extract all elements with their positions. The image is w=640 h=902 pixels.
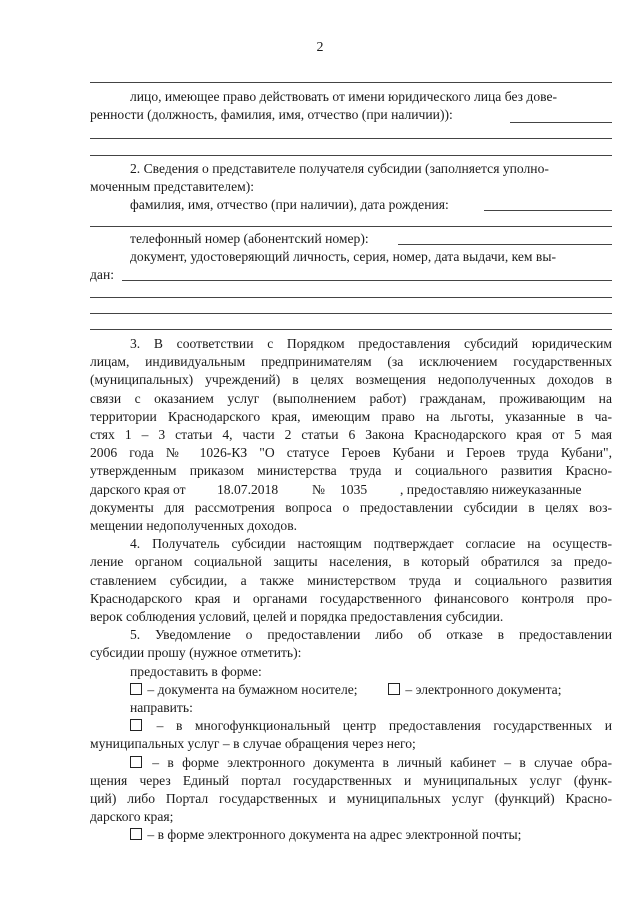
order-date: 18.07.2018 bbox=[217, 481, 279, 497]
representative-name-field[interactable] bbox=[484, 210, 612, 211]
s5-provide-label: предоставить в форме: bbox=[130, 663, 262, 679]
blank-line[interactable] bbox=[90, 82, 612, 83]
option-electronic[interactable] bbox=[388, 681, 561, 699]
s2-line1: 2. Сведения о представителе получателя субсидии (заполняется уполно- bbox=[130, 161, 549, 176]
option-paper[interactable] bbox=[130, 681, 358, 699]
checkbox-cabinet[interactable] bbox=[130, 756, 142, 768]
page-number: 2 bbox=[316, 40, 324, 55]
checkbox-paper[interactable] bbox=[130, 683, 142, 695]
s3-line: стях 1 – 3 статьи 4, части 2 статьи 6 Закона Краснодарского края от 5 мая bbox=[90, 427, 612, 442]
blank-line[interactable] bbox=[90, 138, 612, 139]
s3-line: 2006 года № 1026-КЗ "О статусе Героев Кубани и Героев труда Кубани", bbox=[90, 445, 612, 461]
blank-line[interactable] bbox=[90, 155, 612, 156]
order-number: 1035 bbox=[340, 481, 368, 497]
s3-line: документы для рассмотрения вопроса о предоставлении субсидии в целях воз- bbox=[90, 499, 612, 515]
s3-line: лицам, индивидуальным предпринимателям (за исключением государственных bbox=[90, 354, 612, 370]
blank-line[interactable] bbox=[90, 329, 612, 330]
s3-line9-start: дарского края от bbox=[90, 481, 186, 497]
s4-line: ставлением субсидии, а также министерством труда и социального развития bbox=[90, 572, 612, 588]
option-cabinet-line4: дарского края; bbox=[90, 809, 174, 825]
s3-line9-end: , предоставляю нижеуказанные bbox=[400, 481, 582, 497]
option-cabinet-line3: ций) либо Портал государственных и муниципальных услуг (функций) Красно- bbox=[90, 791, 612, 806]
s1-line1: лицо, имеющее право действовать от имени юридического лица без дове- bbox=[130, 89, 558, 104]
authorized-person-field[interactable] bbox=[510, 122, 612, 123]
order-number-sign: № bbox=[312, 481, 325, 497]
s3-line: 3. В соответствии с Порядком предоставления субсидий юридическим bbox=[130, 336, 612, 351]
option-electronic-label: – электронного документа; bbox=[405, 681, 562, 697]
s5-line2: субсидии прошу (нужное отметить): bbox=[90, 645, 302, 661]
s1-line2: ренности (должность, фамилия, имя, отчество (при наличии)): bbox=[90, 107, 453, 122]
option-mfc-line2: муниципальных услуг – в случае обращения через него; bbox=[90, 736, 416, 752]
s4-line: Краснодарского края и органами государственного финансового контроля про- bbox=[90, 590, 612, 606]
option-mfc-label: – в многофункциональный центр предоставления государственных и bbox=[156, 718, 612, 734]
option-cabinet-label: – в форме электронного документа в личный кабинет – в случае обра- bbox=[152, 754, 612, 770]
s3-line: связи с оказанием услуг (выполнением работ) гражданам, проживающим на bbox=[90, 390, 612, 406]
option-email-label: – в форме электронного документа на адрес электронной почты; bbox=[147, 827, 522, 843]
blank-line[interactable] bbox=[90, 226, 612, 227]
s4-line: верок соблюдения условий, целей и порядка предоставления субсидии. bbox=[90, 609, 504, 624]
option-cabinet[interactable] bbox=[130, 754, 612, 772]
s4-line: 4. Получатель субсидии настоящим подтверждает согласие на осуществ- bbox=[130, 536, 612, 552]
checkbox-electronic[interactable] bbox=[388, 683, 400, 695]
s3-line: утвержденным приказом министерства труда и социального развития Красно- bbox=[90, 463, 612, 479]
option-cabinet-line2: щения через Единый портал государственных и муниципальных услуг (функ- bbox=[90, 772, 612, 788]
s5-send-label: направить: bbox=[130, 700, 193, 715]
s3-line: (муниципальных) учреждений) в целях возмещения недополученных доходов в bbox=[90, 372, 612, 388]
s2-doc-line2: дан: bbox=[90, 267, 115, 282]
phone-field[interactable] bbox=[398, 244, 612, 245]
s3-line: мещении недополученных доходов. bbox=[90, 518, 298, 533]
option-paper-label: – документа на бумажном носителе; bbox=[147, 681, 358, 697]
s2-phone-label: телефонный номер (абонентский номер): bbox=[130, 231, 369, 246]
s3-line: территории Краснодарского края, имеющим право на льготы, указанные в ча- bbox=[90, 408, 612, 424]
blank-line[interactable] bbox=[90, 297, 612, 298]
identity-document-field[interactable] bbox=[122, 280, 612, 281]
s5-line1: 5. Уведомление о предоставлении либо об отказе в предоставлении bbox=[130, 627, 612, 643]
checkbox-email[interactable] bbox=[130, 828, 142, 840]
option-email[interactable] bbox=[130, 826, 521, 844]
s2-line2: моченным представителем): bbox=[90, 179, 255, 194]
s4-line: ление органом социальной защиты населения, в который обратился за предо- bbox=[90, 554, 612, 570]
checkbox-mfc[interactable] bbox=[130, 719, 142, 731]
option-mfc[interactable] bbox=[130, 717, 612, 735]
s2-fio-label: фамилия, имя, отчество (при наличии), дата рождения: bbox=[130, 197, 449, 212]
s2-doc-line1: документ, удостоверяющий личность, серия, номер, дата выдачи, кем вы- bbox=[130, 249, 556, 264]
blank-line[interactable] bbox=[90, 313, 612, 314]
